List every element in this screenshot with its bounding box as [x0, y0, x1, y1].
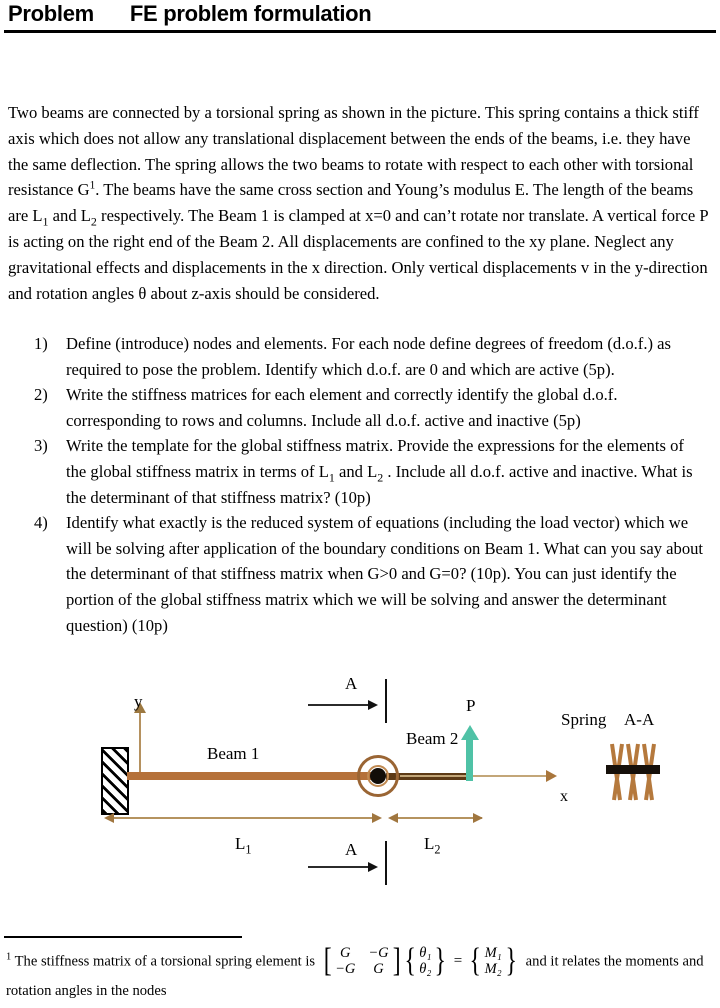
section-marker-top-arrow-head [368, 700, 378, 710]
dimension-line-l2 [394, 817, 482, 819]
question-text: Write the stiffness matrices for each element and correctly identify the global d.o.f. corresponding to rows and columns. Include all d.o.f. active and inactive (5p) [66, 385, 618, 430]
footnote-separator [4, 936, 242, 938]
force-p-arrow-shaft [466, 736, 473, 781]
x-axis-line [400, 775, 548, 777]
brace-close-theta: } [434, 942, 447, 980]
matrix-k22: G [373, 961, 384, 977]
question-item-2 [34, 382, 706, 433]
y-axis-label: y [134, 692, 143, 711]
problem-statement [8, 100, 712, 306]
section-cut-line-bottom [385, 841, 387, 885]
brace-close-moment: } [505, 942, 517, 980]
matrix-k21: −G [335, 961, 356, 977]
question-number: 4) [34, 513, 48, 533]
moment-vector [484, 945, 503, 977]
intro-text-part3: and L [48, 206, 91, 226]
dimension-line-l1 [110, 817, 380, 819]
question-number: 2) [34, 385, 48, 405]
equals-sign: = [453, 952, 463, 969]
dimension-l1-label [235, 834, 252, 857]
force-p-label: P [466, 696, 476, 715]
question-item-1 [34, 331, 706, 382]
length1-subscript: 1 [42, 214, 49, 229]
x-axis-arrow-head [546, 770, 557, 782]
question-text-b: and L [334, 461, 378, 481]
torsional-spring-joint-center [370, 768, 386, 784]
section-marker-bottom-arrow-shaft [308, 866, 370, 868]
beam-1-label: Beam 1 [207, 744, 260, 763]
section-marker-top-arrow-shaft [308, 704, 370, 706]
moment-1: M₁ [484, 945, 502, 961]
dimension-l1-letter: L [235, 834, 246, 853]
brace-open-moment: { [469, 942, 482, 980]
dimension-l2-subscript: 2 [434, 842, 441, 857]
matrix-k12: −G [368, 945, 389, 961]
page-header [0, 0, 720, 34]
dimension-l2-letter: L [424, 834, 435, 853]
length2-subscript: 2 [90, 214, 97, 229]
force-p-arrow-head [461, 725, 479, 740]
question-number: 1) [34, 334, 48, 353]
question-list [34, 331, 706, 638]
brace-open-theta: { [404, 942, 416, 980]
stiffness-matrix-grid [333, 945, 391, 977]
stiffness-matrix-equation [322, 942, 519, 980]
header-label: Problem [8, 1, 94, 26]
page-title: FE problem formulation [129, 1, 372, 26]
question-item-4 [34, 510, 706, 638]
theta-vector [418, 945, 432, 977]
dimension-l2-label [424, 834, 441, 857]
length2-subscript: 2 [377, 470, 384, 485]
header-title-row [8, 1, 371, 27]
footnote-reference: 1 [89, 179, 96, 192]
footnote-marker: 1 [6, 951, 12, 963]
beam-2-label: Beam 2 [406, 729, 459, 748]
footnote-block [6, 942, 714, 1005]
bracket-open-square: [ [323, 942, 332, 980]
clamped-support-hatch [101, 747, 129, 815]
y-axis-line [139, 709, 141, 773]
intro-text-part1: Two beams are connected by a torsional spring as shown in the picture. This spring contains a thick stiff axis which does not allow any translational displacement between the ends of the beams, i.e. they have the same deflection. The spring allows the two beams to rotate with respect to each other with torsional resistance G [8, 103, 699, 200]
dimension-l1-subscript: 1 [245, 842, 252, 857]
dimension-l1-arrow-left [104, 813, 114, 823]
dimension-l2-arrow-left [388, 813, 398, 823]
theta-1: θ₁ [419, 945, 432, 961]
question-text: Identify what exactly is the reduced system of equations (including the load vector) which we will be solving after application of the boundary conditions on Beam 1. What can you say about the determinant of that stiffness matrix when G>0 and G=0? (10p). You can just identify the portion of the global stiffness matrix which we will be solving and answer the determinant question) (10p) [66, 513, 704, 635]
dimension-l2-arrow-right [473, 813, 483, 823]
length1-subscript: 1 [328, 470, 335, 485]
x-axis-label: x [560, 788, 568, 805]
question-number: 3) [34, 436, 48, 456]
section-marker-top-label: A [345, 674, 358, 693]
footnote-text-after: and it relates the moments and rotation angles in the nodes [6, 953, 704, 999]
section-aa-label: A-A [624, 710, 655, 729]
section-marker-bottom-label: A [345, 840, 358, 859]
moment-2: M₂ [484, 961, 502, 977]
beam-1-element [127, 772, 372, 780]
question-text-c: . Include all d.o.f. active and inactive. What is the determinant of that stiffness matrix? (10p) [66, 461, 693, 507]
question-text-a: Write the template for the global stiffness matrix. Provide the expressions for the elements of the global stiffness matrix in terms of L [66, 436, 684, 481]
footnote-text-before: The stiffness matrix of a torsional spring element is [11, 953, 319, 970]
bracket-close-square: ] [392, 942, 401, 980]
dimension-l1-arrow-right [372, 813, 382, 823]
header-divider [4, 30, 716, 33]
intro-text-part2: . The beams have the same cross section and Young’s modulus E. The length of the beams are L [8, 180, 694, 226]
matrix-k11: G [339, 945, 351, 961]
section-cut-line-top [385, 679, 387, 723]
question-item-3 [34, 433, 706, 510]
section-marker-bottom-arrow-head [368, 862, 378, 872]
intro-text-part4: respectively. The Beam 1 is clamped at x=0 and can’t rotate nor translate. A vertical force P is acting on the right end of the Beam 2. All displacements are confined to the xy plane. Neglect any gravitational effects and displacements in the x direction. Only vertical displacements v in the y-direction and rotation angles θ about z-axis should be considered. [8, 206, 709, 303]
spring-detail-label: Spring [561, 710, 607, 729]
theta-2: θ₂ [419, 961, 432, 977]
spring-core-axis [606, 765, 660, 774]
question-text: Define (introduce) nodes and elements. For each node define degrees of freedom (d.o.f.) as required to pose the problem. Identify which d.o.f. are 0 and which are active (5p). [66, 334, 671, 379]
